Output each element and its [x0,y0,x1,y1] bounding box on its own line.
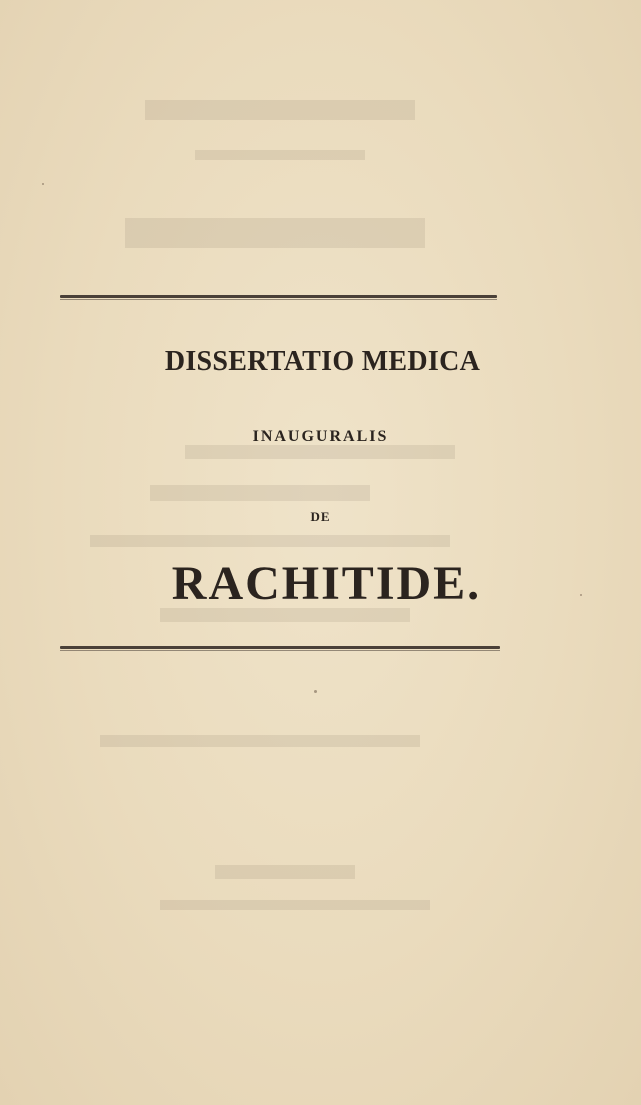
title-inauguralis: INAUGURALIS [252,428,389,445]
paper-speck [314,690,317,693]
title-dissertatio-medica: DISSERTATIO MEDICA [164,346,481,377]
paper-speck [42,183,44,185]
paper-speck [580,594,582,596]
title-rachitide: RACHITIDE. [171,557,482,610]
title-de: DE [310,509,331,524]
top-rule [60,295,497,298]
bottom-rule [60,646,500,649]
